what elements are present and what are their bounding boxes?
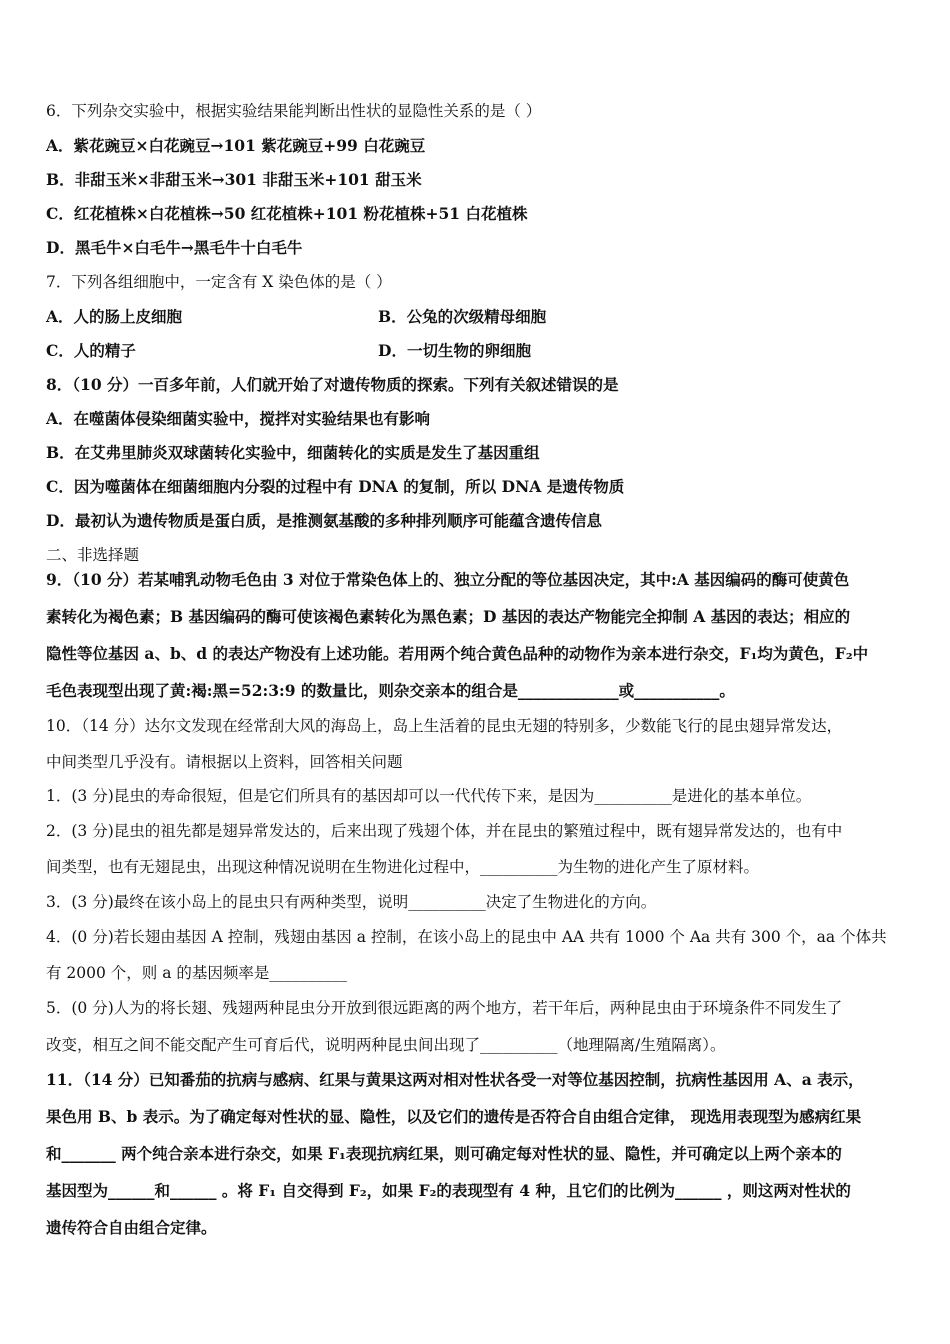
q10-line: 10．（14 分）达尔文发现在经常刮大风的海岛上，岛上生活着的昆虫无翅的特别多，少数能飞行的昆虫翅异常发达， [46,717,843,735]
q6-stem: 6．下列杂交实验中，根据实验结果能判断出性状的显隐性关系的是（ ） [46,102,542,120]
q11-line: 11．（14 分）已知番茄的抗病与感病、红果与黄果这两对相对性状各受一对等位基因控制，抗病性基因用 A、a 表示， [46,1070,864,1089]
q11-line: 基因型为______和______ 。将 F₁ 自交得到 F₂，如果 F₂的表现型有 4 种，且它们的比例为______ ，则这两对性状的 [46,1181,851,1200]
q8-option-a: A．在噬菌体侵染细菌实验中，搅拌对实验结果也有影响 [46,409,431,428]
q6-option-a: A．紫花豌豆×白花豌豆→101 紫花豌豆+99 白花豌豆 [46,136,426,155]
q7-option-b: B．公兔的次级精母细胞 [378,307,547,326]
q10-sub3: 3．(3 分)最终在该小岛上的昆虫只有两种类型，说明__________决定了生物进化的方向。 [46,893,657,911]
q9-line: 素转化为褐色素；B 基因编码的酶可使该褐色素转化为黑色素；D 基因的表达产物能完全抑制 A 基因的表达；相应的 [46,607,851,626]
q9-line: 隐性等位基因 a、b、d 的表达产物没有上述功能。若用两个纯合黄色品种的动物作为亲本进行杂交，F₁均为黄色，F₂中 [46,644,869,663]
q9-line: 9．（10 分）若某哺乳动物毛色由 3 对位于常染色体上的、独立分配的等位基因决定，其中:A 基因编码的酶可使黄色 [46,570,850,589]
q7-option-a: A．人的肠上皮细胞 [46,307,183,326]
section-title: 二、非选择题 [46,546,140,564]
q10-sub2-cont: 间类型，也有无翅昆虫，出现这种情况说明在生物进化过程中，__________为生物的进化产生了原材料。 [46,858,760,876]
q11-line: 果色用 B、b 表示。为了确定每对性状的显、隐性，以及它们的遗传是否符合自由组合定律， 现选用表现型为感病红果 [46,1107,862,1126]
q9-line: 毛色表现型出现了黄:褐:黑=52:3:9 的数量比，则杂交亲本的组合是_____________或___________。 [46,681,735,700]
q11-line: 遗传符合自由组合定律。 [46,1218,217,1237]
q10-sub2: 2．(3 分)昆虫的祖先都是翅异常发达的，后来出现了残翅个体，并在昆虫的繁殖过程中，既有翅异常发达的，也有中 [46,822,843,840]
q8-stem: 8．（10 分）一百多年前，人们就开始了对遗传物质的探索。下列有关叙述错误的是 [46,375,619,394]
q10-sub4-cont: 有 2000 个，则 a 的基因频率是__________ [46,964,347,982]
q11-line: 和_______ 两个纯合亲本进行杂交，如果 F₁表现抗病红果，则可确定每对性状的显、隐性，并可确定以上两个亲本的 [46,1144,842,1163]
q6-option-b: B．非甜玉米×非甜玉米→301 非甜玉米+101 甜玉米 [46,170,422,189]
q10-sub4: 4．(0 分)若长翅由基因 A 控制，残翅由基因 a 控制，在该小岛上的昆虫中 AA 共有 1000 个 Aa 共有 300 个，aa 个体共 [46,928,887,946]
q10-sub5: 5．(0 分)人为的将长翅、残翅两种昆虫分开放到很远距离的两个地方，若干年后，两种昆虫由于环境条件不同发生了 [46,999,843,1017]
q7-option-d: D．一切生物的卵细胞 [378,341,531,360]
q8-option-c: C．因为噬菌体在细菌细胞内分裂的过程中有 DNA 的复制，所以 DNA 是遗传物质 [46,477,625,496]
q8-option-d: D．最初认为遗传物质是蛋白质，是推测氨基酸的多种排列顺序可能蕴含遗传信息 [46,511,602,530]
q7-option-c: C．人的精子 [46,341,136,360]
q7-stem: 7．下列各组细胞中，一定含有 X 染色体的是（ ） [46,273,392,291]
q10-sub5-cont: 改变，相互之间不能交配产生可育后代，说明两种昆虫间出现了__________（地理隔离/生殖隔离）。 [46,1036,726,1054]
q6-option-c: C．红花植株×白花植株→50 红花植株+101 粉花植株+51 白花植株 [46,204,528,223]
q8-option-b: B．在艾弗里肺炎双球菌转化实验中，细菌转化的实质是发生了基因重组 [46,443,540,462]
q6-option-d: D．黑毛牛×白毛牛→黑毛牛十白毛牛 [46,238,303,257]
q10-sub1: 1．(3 分)昆虫的寿命很短，但是它们所具有的基因却可以一代代传下来，是因为__________是进化的基本单位。 [46,787,812,805]
q10-line: 中间类型几乎没有。请根据以上资料，回答相关问题 [46,753,403,771]
